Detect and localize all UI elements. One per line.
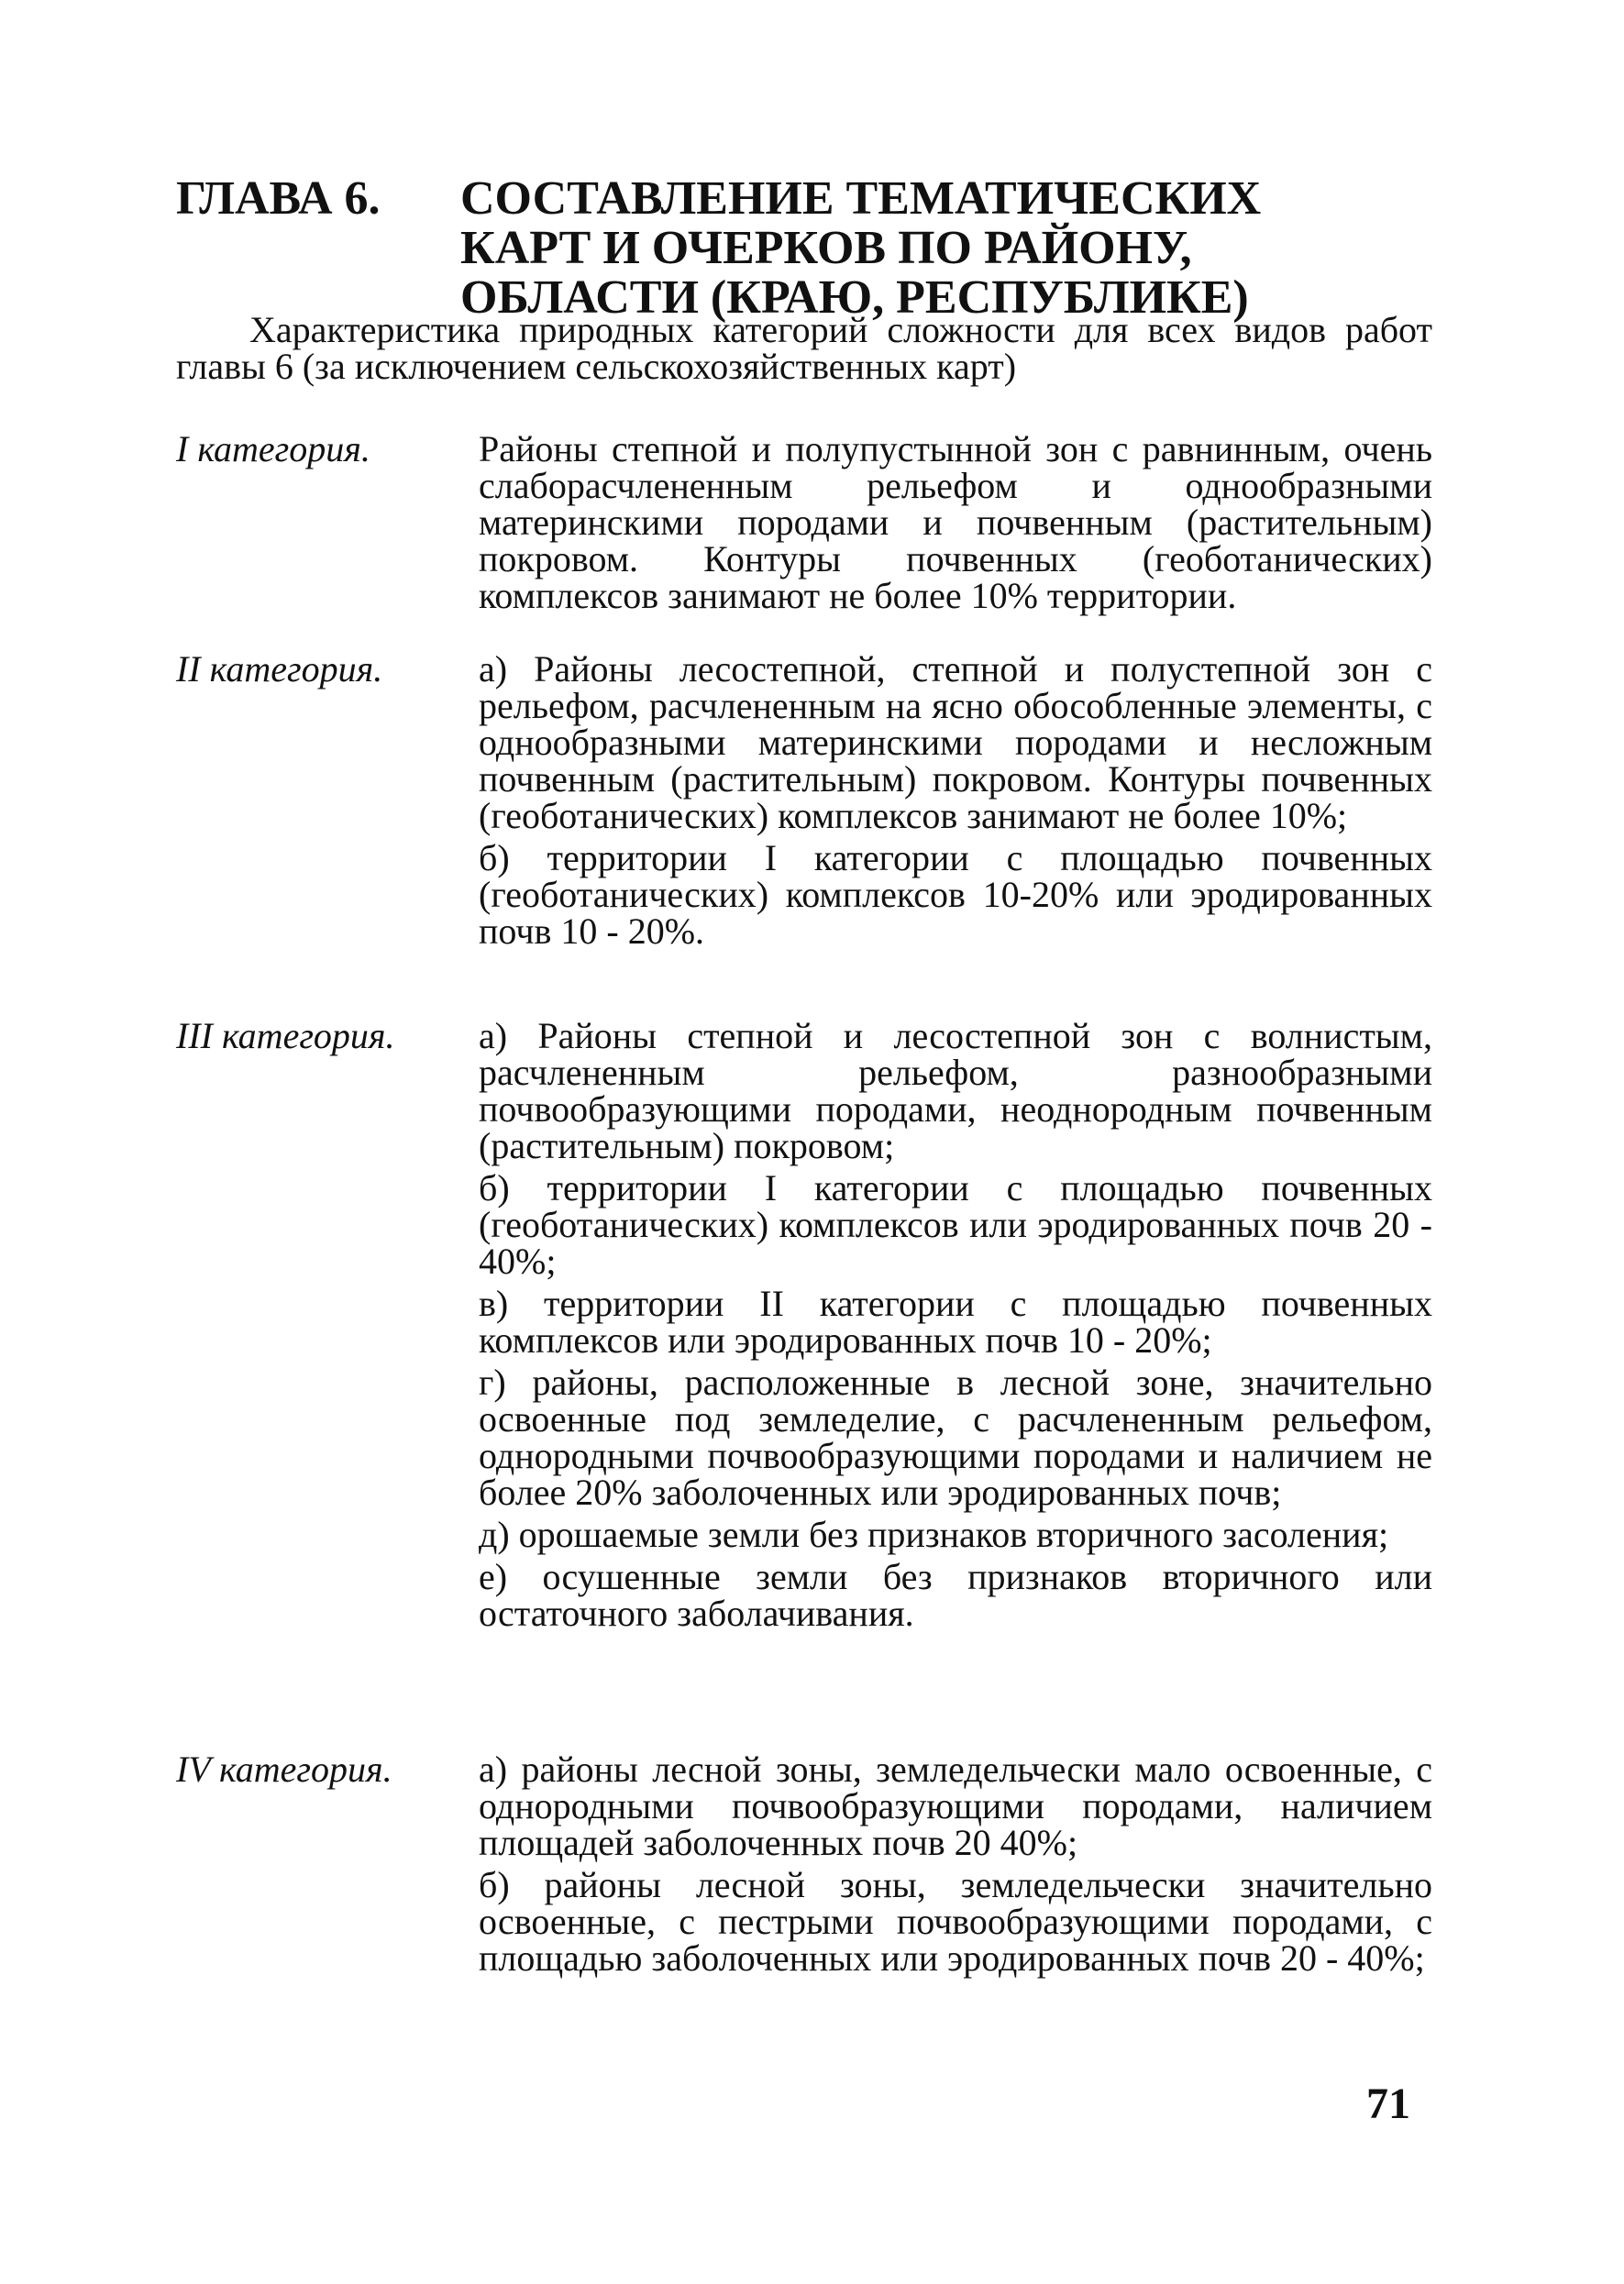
category-item: б) территории I категории с площадью почвенных (геоботанических) комплексов 10-20% или эродированных почв 10 - 20%. [479,837,1432,952]
category-body [479,1015,1432,1638]
category-label: I категория. [176,428,370,469]
category-item: б) территории I категории с площадью почвенных (геоботанических) комплексов или эродированных почв 20 - 40%; [479,1167,1432,1282]
category-item: б) районы лесной зоны, земледельчески значительно освоенные, с пестрыми почвообразующими породами, с площадью заболоченных или эродированных почв 20 - 40%; [479,1864,1432,1979]
category-item: г) районы, расположенные в лесной зоне, значительно освоенные под земледелие, с расчлененным рельефом, однородными почвообразующими породами и наличием не более 20% заболоченных или эродированных почв; [479,1362,1432,1513]
page-number: 71 [1366,2080,1410,2128]
category-label: II категория. [176,648,383,690]
chapter-title [460,174,1432,323]
category-item: а) Районы лесостепной, степной и полустепной зон с рельефом, расчлененным на ясно обособленные элементы, с однообразными материнскими породами и несложным почвенным (растительным) покровом. Контуры почвенных (геоботанических) комплексов занимают не более 10%; [479,648,1432,836]
category-body [479,428,1432,620]
intro-paragraph: Характеристика природных категорий сложности для всех видов работ главы 6 (за исключением сельскохозяйственных карт) [176,309,1432,387]
chapter-title-line: КАРТ И ОЧЕРКОВ ПО РАЙОНУ, [460,222,1192,274]
category-item: д) орошаемые земли без признаков вторичного засоления; [479,1514,1389,1555]
category-label: IV категория. [176,1749,392,1790]
chapter-label: ГЛАВА 6. [176,172,381,225]
chapter-title-line: СОСТАВЛЕНИЕ ТЕМАТИЧЕСКИХ [460,172,1262,225]
chapter-title-line: ОБЛАСТИ (КРАЮ, РЕСПУБЛИКЕ) [460,271,1249,324]
category-item: а) районы лесной зоны, земледельчески мало освоенные, с однородными почвообразующими породами, наличием площадей заболоченных почв 20 40%; [479,1749,1432,1863]
category-item: а) Районы степной и лесостепной зон с волнистым, расчлененным рельефом, разнообразными почвообразующими породами, неоднородным почвенным (растительным) покровом; [479,1015,1432,1166]
category-label: III категория. [176,1015,395,1056]
category-item: в) территории II категории с площадью почвенных комплексов или эродированных почв 10 - 20%; [479,1283,1432,1361]
category-body [479,648,1432,955]
category-item: е) осушенные земли без признаков вторичного или остаточного заболачивания. [479,1556,1432,1634]
category-body [479,1751,1432,1982]
category-item: Районы степной и полупустынной зон с равнинным, очень слаборасчлененным рельефом и однообразными материнскими породами и почвенным (растительным) покровом. Контуры почвенных (геоботанических) комплексов занимают не более 10% территории. [479,428,1432,616]
